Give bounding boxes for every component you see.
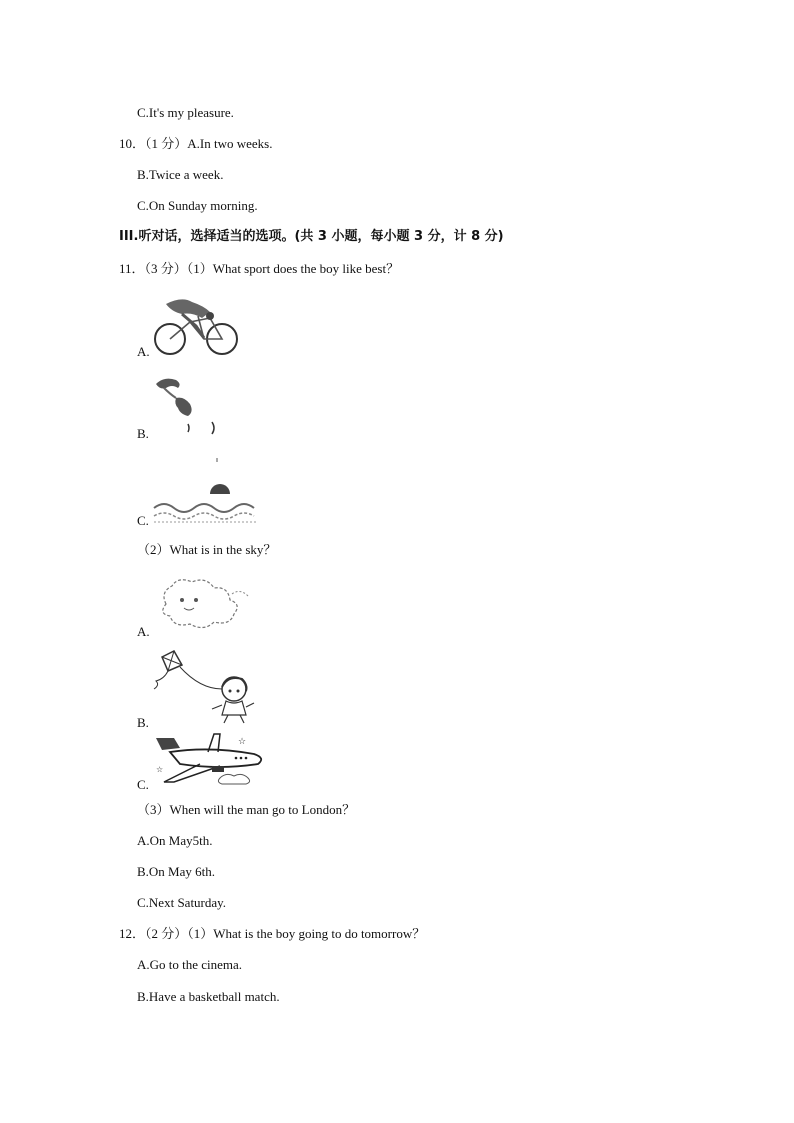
svg-text:☆: ☆	[156, 765, 164, 774]
q10-option-a: A.In two weeks.	[187, 136, 273, 151]
q12-prefix: 12．（2 分）	[119, 926, 188, 941]
q11-part1-label-b: B.	[137, 426, 149, 441]
q11-part3-question: （3）When will the man go to London？	[137, 802, 356, 817]
q11-part1-question: （1）What sport does the boy like best？	[186, 261, 400, 276]
q11-part2-question: （2）What is in the sky？	[137, 542, 277, 557]
q12-part1-option-a: A.Go to the cinema.	[137, 957, 243, 972]
q11-part1-label-c: C.	[137, 513, 149, 528]
cloud-icon	[152, 574, 252, 634]
q11-part2-label-c: C.	[137, 777, 149, 792]
q11-prefix: 11．（3 分）	[119, 261, 187, 276]
cycling-icon	[152, 296, 242, 358]
q10-option-c: C.On Sunday morning.	[137, 198, 258, 213]
q12-part1-option-b: B.Have a basketball match.	[137, 989, 280, 1004]
q11-part1-label-a: A.	[137, 344, 150, 359]
airplane-icon	[150, 732, 270, 790]
q11-part2-label-a: A.	[137, 624, 150, 639]
q9-option-c: C.It's my pleasure.	[137, 105, 234, 120]
q12-stem	[119, 926, 425, 942]
q10-prefix: 10．（1 分）	[119, 136, 188, 151]
q11-part3-option-a: A.On May5th.	[137, 833, 213, 848]
kite-girl-icon	[150, 649, 258, 725]
q11-part2-label-b: B.	[137, 715, 149, 730]
section-title: III.听对话，选择适当的选项。(共 3 小题，每小题 3 分，计 8 分)	[119, 229, 504, 244]
q11-stem	[119, 261, 399, 277]
swimming-icon	[150, 456, 262, 526]
q12-part1-question: （1）What is the boy going to do tomorrow？	[187, 926, 426, 941]
svg-text:☆: ☆	[238, 737, 247, 747]
q11-part3-option-c: C.Next Saturday.	[137, 895, 227, 910]
q10-stem	[119, 136, 272, 152]
diving-icon	[150, 374, 222, 438]
q11-part3-option-b: B.On May 6th.	[137, 864, 215, 879]
q10-option-b: B.Twice a week.	[137, 167, 224, 182]
